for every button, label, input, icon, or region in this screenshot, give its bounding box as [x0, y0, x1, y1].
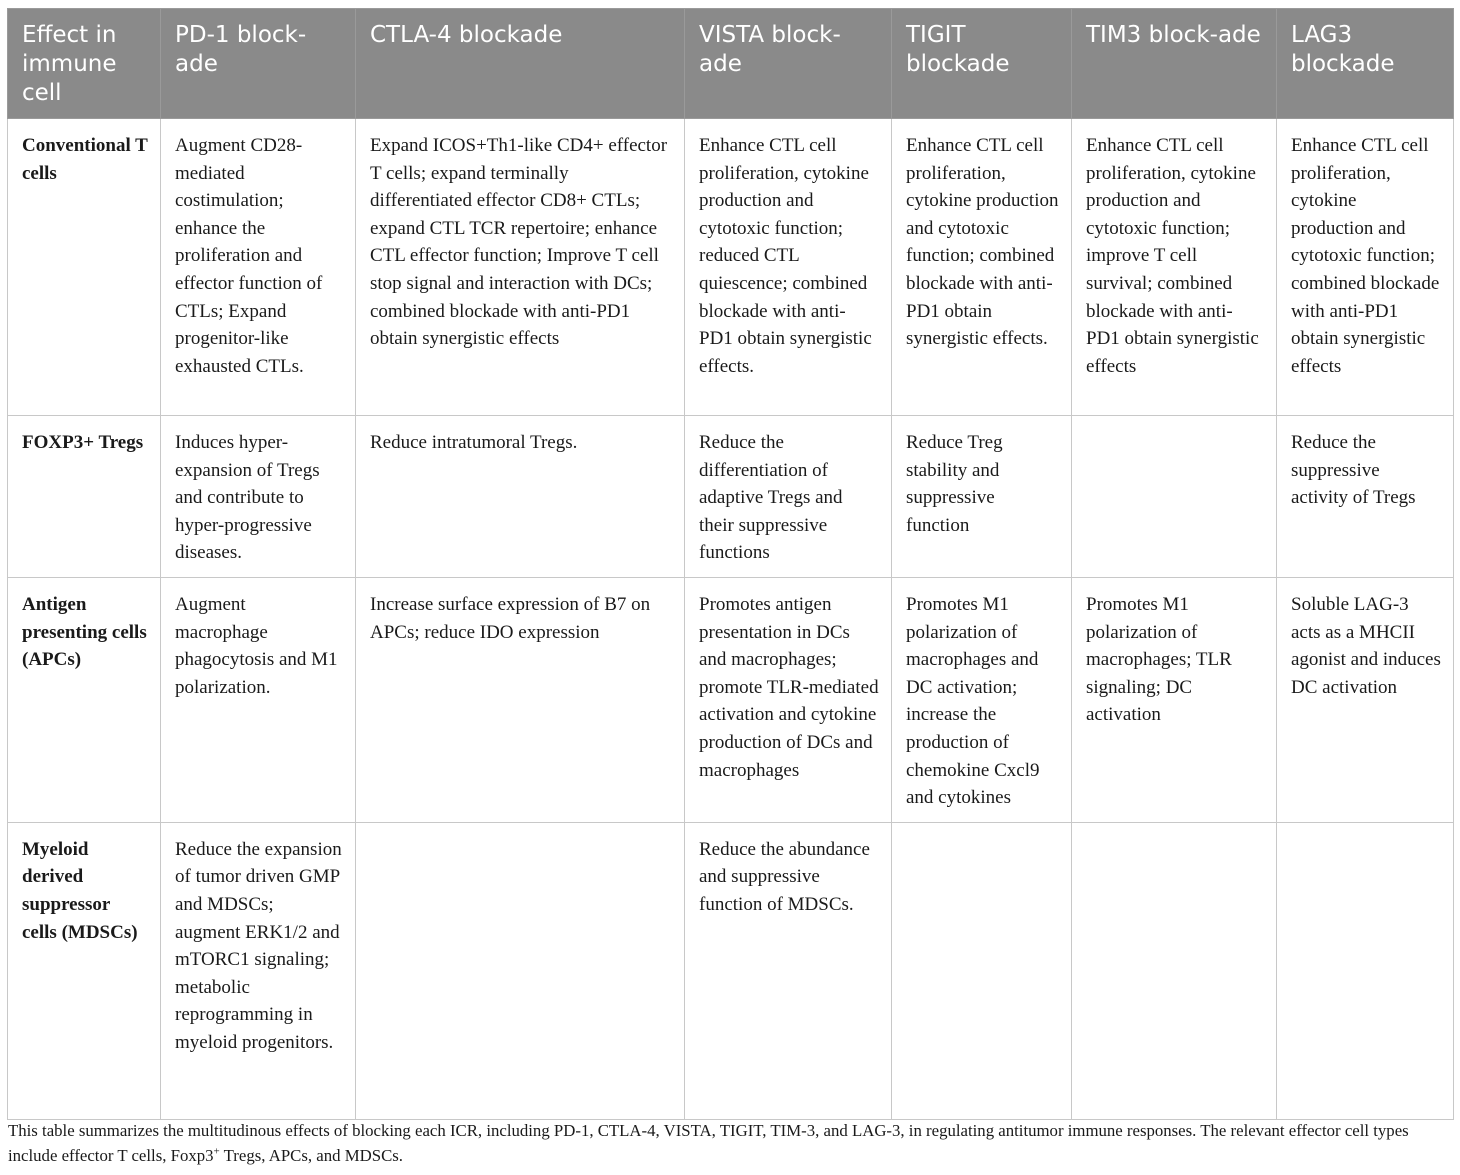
- header-lag3-blockade: LAG3 blockade: [1277, 9, 1454, 119]
- header-pd1-blockade: PD-1 block-ade: [161, 9, 356, 119]
- table-cell: Enhance CTL cell proliferation, cytokine production and cytotoxic function; combined blockade with anti-PD1 obtain synergistic effects.: [892, 119, 1072, 416]
- table-cell: Promotes antigen presentation in DCs and macrophages; promote TLR-mediated activation and cytokine production of DCs and macrophages: [685, 577, 892, 822]
- table-cell: Promotes M1 polarization of macrophages; TLR signaling; DC activation: [1072, 577, 1277, 822]
- table-cell: Enhance CTL cell proliferation, cytokine production and cytotoxic function; reduced CTL quiescence; combined blockade with anti-PD1 obtain synergistic effects.: [685, 119, 892, 416]
- table-cell: Reduce the suppressive activity of Tregs: [1277, 416, 1454, 578]
- table-cell: [356, 822, 685, 1119]
- table-cell: [892, 822, 1072, 1119]
- header-effect-in-immune-cell: Effect in immune cell: [8, 9, 161, 119]
- table-cell: Enhance CTL cell proliferation, cytokine production and cytotoxic function; combined blockade with anti-PD1 obtain synergistic effects: [1277, 119, 1454, 416]
- table-cell: Soluble LAG-3 acts as a MHCII agonist and induces DC activation: [1277, 577, 1454, 822]
- table-cell: Augment CD28-mediated costimulation; enhance the proliferation and effector function of CTLs; Expand progenitor-like exhausted CTLs.: [161, 119, 356, 416]
- footnote-text-main: This table summarizes the multitudinous effects of blocking each ICR, including PD-1, CTLA-4, VISTA, TIGIT, TIM-3, and LAG-3, in regulating antitumor immune responses. The relevant effector cell types include effector T cells, Foxp3: [8, 1121, 1409, 1165]
- header-tim3-blockade: TIM3 block-ade: [1072, 9, 1277, 119]
- table-row: [8, 416, 1454, 578]
- table-cell: Augment macrophage phagocytosis and M1 polarization.: [161, 577, 356, 822]
- immune-effects-table: [7, 8, 1454, 1120]
- header-ctla4-blockade: CTLA-4 blockade: [356, 9, 685, 119]
- table-cell: Reduce the expansion of tumor driven GMP and MDSCs; augment ERK1/2 and mTORC1 signaling; metabolic reprogramming in myeloid progenitors.: [161, 822, 356, 1119]
- table-cell: [1072, 822, 1277, 1119]
- header-vista-blockade: VISTA block-ade: [685, 9, 892, 119]
- table-cell: Induces hyper-expansion of Tregs and contribute to hyper-progressive diseases.: [161, 416, 356, 578]
- table-row: [8, 822, 1454, 1119]
- table-cell: Reduce intratumoral Tregs.: [356, 416, 685, 578]
- footnote-text-end: Tregs, APCs, and MDSCs.: [219, 1146, 404, 1165]
- table-footnote: [8, 1118, 1458, 1168]
- table-header-row: [8, 9, 1454, 119]
- table-cell: Promotes M1 polarization of macrophages and DC activation; increase the production of chemokine Cxcl9 and cytokines: [892, 577, 1072, 822]
- footnote-superscript: +: [213, 1145, 220, 1158]
- row-label-mdscs: Myeloid derived suppressor cells (MDSCs): [8, 822, 161, 1119]
- table-cell: Reduce the differentiation of adaptive Tregs and their suppressive functions: [685, 416, 892, 578]
- table-cell: Reduce Treg stability and suppressive function: [892, 416, 1072, 578]
- table-cell: Expand ICOS+Th1-like CD4+ effector T cells; expand terminally differentiated effector CD8+ CTLs; expand CTL TCR repertoire; enhance CTL effector function; Improve T cell stop signal and interaction with DCs; combined blockade with anti-PD1 obtain synergistic effects: [356, 119, 685, 416]
- table-cell: [1277, 822, 1454, 1119]
- table-cell: Reduce the abundance and suppressive function of MDSCs.: [685, 822, 892, 1119]
- table-row: [8, 577, 1454, 822]
- row-label-foxp3-tregs: FOXP3+ Tregs: [8, 416, 161, 578]
- header-tigit-blockade: TIGIT blockade: [892, 9, 1072, 119]
- row-label-conventional-t-cells: Conventional T cells: [8, 119, 161, 416]
- table-row: [8, 119, 1454, 416]
- table-cell: [1072, 416, 1277, 578]
- table-cell: Increase surface expression of B7 on APCs; reduce IDO expression: [356, 577, 685, 822]
- table-cell: Enhance CTL cell proliferation, cytokine production and cytotoxic function; improve T cell survival; combined blockade with anti-PD1 obtain synergistic effects: [1072, 119, 1277, 416]
- row-label-antigen-presenting-cells: Antigen presenting cells (APCs): [8, 577, 161, 822]
